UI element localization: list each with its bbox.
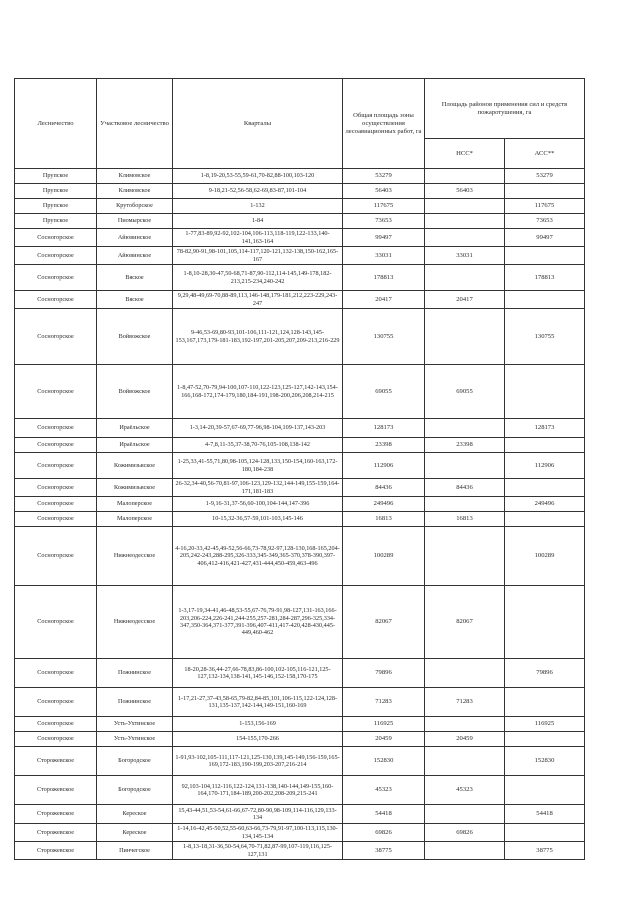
cell-ass: 128173 — [505, 419, 585, 438]
cell-ass: 53279 — [505, 169, 585, 184]
cell-nss — [425, 169, 505, 184]
cell-quarters: 4-7,8,11-35,37-38,70-76,105-108,138-142 — [173, 438, 343, 453]
cell-nss: 71283 — [425, 688, 505, 717]
cell-ass — [505, 479, 585, 497]
table-row — [15, 247, 585, 265]
cell-district: Кереское — [97, 824, 173, 842]
cell-nss — [425, 527, 505, 586]
cell-ass: 54418 — [505, 805, 585, 824]
table-row — [15, 747, 585, 776]
cell-nss: 20417 — [425, 291, 505, 309]
cell-forestry: Сторожевское — [15, 824, 97, 842]
cell-quarters: 1-3,17-19,34-41,46-48,53-55,67-76,79-91,98-127,131-163,166-203,206-224,226-241,244-255,257-281,284-287,296-325,334-347,350-364,371-377,391-396,407-411,417-420,428-430,445-449,460-462 — [173, 586, 343, 659]
cell-district: Пожнинское — [97, 688, 173, 717]
cell-district: Кожимизьвское — [97, 453, 173, 479]
table-row — [15, 438, 585, 453]
cell-quarters: 18-20,28-36,44-27,66-78,83,86-100,102-105,116-121,125-127,132-134,138-141,145-146,152-158,170-175 — [173, 659, 343, 688]
cell-ass — [505, 438, 585, 453]
cell-total-area: 56403 — [343, 184, 425, 199]
cell-ass — [505, 824, 585, 842]
cell-district: Вяское — [97, 265, 173, 291]
cell-total-area: 73653 — [343, 214, 425, 229]
cell-ass — [505, 184, 585, 199]
cell-nss — [425, 453, 505, 479]
cell-total-area: 152830 — [343, 747, 425, 776]
table-row — [15, 453, 585, 479]
table-row — [15, 586, 585, 659]
table-row — [15, 842, 585, 860]
cell-forestry: Сосногорское — [15, 586, 97, 659]
cell-nss: 56403 — [425, 184, 505, 199]
table-row — [15, 688, 585, 717]
cell-forestry: Сосногорское — [15, 688, 97, 717]
cell-district: Усть-Ухтинское — [97, 717, 173, 732]
cell-total-area: 84436 — [343, 479, 425, 497]
cell-district: Малоперское — [97, 497, 173, 512]
cell-total-area: 117675 — [343, 199, 425, 214]
cell-total-area: 128173 — [343, 419, 425, 438]
table-row — [15, 419, 585, 438]
cell-forestry: Сосногорское — [15, 497, 97, 512]
cell-ass: 79896 — [505, 659, 585, 688]
table-row — [15, 169, 585, 184]
cell-total-area: 99497 — [343, 229, 425, 247]
cell-total-area: 100289 — [343, 527, 425, 586]
cell-district: Ираёльское — [97, 438, 173, 453]
cell-total-area: 112906 — [343, 453, 425, 479]
cell-total-area: 130755 — [343, 309, 425, 365]
cell-nss: 23398 — [425, 438, 505, 453]
cell-ass: 117675 — [505, 199, 585, 214]
cell-quarters: 1-153,156-169 — [173, 717, 343, 732]
table-row — [15, 497, 585, 512]
cell-total-area: 116925 — [343, 717, 425, 732]
cell-nss — [425, 842, 505, 860]
table-row — [15, 479, 585, 497]
cell-nss — [425, 309, 505, 365]
cell-district: Богородское — [97, 747, 173, 776]
cell-forestry: Сосногорское — [15, 512, 97, 527]
cell-district: Пиомырское — [97, 214, 173, 229]
cell-ass — [505, 688, 585, 717]
cell-forestry: Сосногорское — [15, 453, 97, 479]
cell-total-area: 71283 — [343, 688, 425, 717]
cell-nss: 84436 — [425, 479, 505, 497]
cell-ass — [505, 586, 585, 659]
cell-forestry: Сосногорское — [15, 479, 97, 497]
cell-district: Войвожское — [97, 365, 173, 419]
cell-forestry: Сосногорское — [15, 438, 97, 453]
cell-quarters: 26-32,34-40,56-70,81-97,106-123,129-132,144-149,155-159,164-171,181-183 — [173, 479, 343, 497]
cell-total-area: 178813 — [343, 265, 425, 291]
table-row — [15, 291, 585, 309]
cell-nss — [425, 214, 505, 229]
cell-quarters: 1-8,10-28,30-47,50-68,71-87,90-112,114-145,149-178,182-213,215-234,240-242 — [173, 265, 343, 291]
table-row — [15, 717, 585, 732]
cell-forestry: Сосногорское — [15, 419, 97, 438]
cell-quarters: 1-77,83-89,92-92,102-104,106-113,118-119,122-133,140-141,163-164 — [173, 229, 343, 247]
header-nss: НСС* — [425, 139, 505, 169]
cell-ass: 178813 — [505, 265, 585, 291]
cell-forestry: Сторожевское — [15, 842, 97, 860]
header-quarters: Кварталы — [173, 79, 343, 169]
cell-nss — [425, 659, 505, 688]
header-total-area: Общая площадь зоны осуществления лесоавиационных работ, га — [343, 79, 425, 169]
cell-nss — [425, 229, 505, 247]
cell-ass — [505, 732, 585, 747]
cell-forestry: Сосногорское — [15, 732, 97, 747]
table-row — [15, 732, 585, 747]
cell-forestry: Сосногорское — [15, 717, 97, 732]
cell-ass: 100289 — [505, 527, 585, 586]
cell-quarters: 154-155,170-266 — [173, 732, 343, 747]
cell-forestry: Сторожевское — [15, 776, 97, 805]
cell-district: Айювинское — [97, 229, 173, 247]
cell-total-area: 23398 — [343, 438, 425, 453]
cell-district: Нижнеодесское — [97, 527, 173, 586]
table-row — [15, 365, 585, 419]
cell-forestry: Сторожевское — [15, 747, 97, 776]
cell-quarters: 1-17,21-27,37-43,58-65,79-82,84-85,101,106-115,122-124,128-131,135-137,142-144,149-151,160-169 — [173, 688, 343, 717]
cell-quarters: 1-132 — [173, 199, 343, 214]
cell-quarters: 4-16,20-33,42-45,49-52,56-66,73-78,92-97,128-130,168-165,204-205,242-243,288-295,326-333,345-349,365-370,378-390,397-406,412-416,421-427,431-444,450-459,463-496 — [173, 527, 343, 586]
cell-forestry: Прупское — [15, 199, 97, 214]
cell-forestry: Сосногорское — [15, 309, 97, 365]
table-row — [15, 265, 585, 291]
cell-ass: 73653 — [505, 214, 585, 229]
cell-forestry: Сосногорское — [15, 659, 97, 688]
table-body — [15, 169, 585, 860]
table-row — [15, 229, 585, 247]
cell-forestry: Сосногорское — [15, 365, 97, 419]
cell-nss — [425, 419, 505, 438]
cell-total-area: 69055 — [343, 365, 425, 419]
cell-district: Пинчегское — [97, 842, 173, 860]
cell-total-area: 53279 — [343, 169, 425, 184]
header-district: Участковое лесничество — [97, 79, 173, 169]
document-sheet — [14, 78, 584, 860]
cell-forestry: Прупское — [15, 184, 97, 199]
cell-nss — [425, 265, 505, 291]
cell-forestry: Сосногорское — [15, 247, 97, 265]
cell-quarters: 9,29,48-49,69-70,88-89,113,146-148,179-181,212,223-229,243-247 — [173, 291, 343, 309]
cell-quarters: 92,103-104,112-116,122-124,131-138,140-144,149-155,160-164,170-171,184-189,200-202,208-209,215-241 — [173, 776, 343, 805]
cell-ass: 116925 — [505, 717, 585, 732]
cell-nss: 33031 — [425, 247, 505, 265]
cell-quarters: 10-15,32-36,57-59,101-103,145-146 — [173, 512, 343, 527]
cell-total-area: 45323 — [343, 776, 425, 805]
cell-quarters: 1-91,93-102,105-111,117-121,125-130,139,145-149,156-159,165-169,172-183,190-199,203-207,216-214 — [173, 747, 343, 776]
cell-nss: 82067 — [425, 586, 505, 659]
cell-quarters: 1-8,47-52,70-79,94-100,107-110,122-123,125-127,142-143,154-166,168-172,174-179,180,184-191,198-200,206,208,214-215 — [173, 365, 343, 419]
cell-total-area: 20417 — [343, 291, 425, 309]
cell-quarters: 9-18,21-52,56-58,62-69,83-87,101-104 — [173, 184, 343, 199]
cell-total-area: 16813 — [343, 512, 425, 527]
cell-district: Климовское — [97, 184, 173, 199]
cell-quarters: 78-82,90-91,98-101,105,114-117,120-121,132-138,150-162,165-167 — [173, 247, 343, 265]
cell-quarters: 9-46,53-69,80-93,101-106,111-121,124,128-143,145-153,167,173,179-181-183,192-197,201-205,207,209-213,216-229 — [173, 309, 343, 365]
cell-forestry: Сосногорское — [15, 527, 97, 586]
cell-district: Нижнеодесское — [97, 586, 173, 659]
cell-total-area: 79896 — [343, 659, 425, 688]
table-row — [15, 659, 585, 688]
table-row — [15, 805, 585, 824]
cell-total-area: 54418 — [343, 805, 425, 824]
header-forestry: Лесничество — [15, 79, 97, 169]
cell-district: Климовское — [97, 169, 173, 184]
cell-quarters: 1-8,19-20,53-55,59-61,70-82,88-100,103-120 — [173, 169, 343, 184]
cell-district: Айювинское — [97, 247, 173, 265]
table-row — [15, 527, 585, 586]
cell-ass — [505, 512, 585, 527]
cell-ass — [505, 776, 585, 805]
cell-district: Ираёльское — [97, 419, 173, 438]
cell-total-area: 249496 — [343, 497, 425, 512]
cell-nss — [425, 199, 505, 214]
cell-forestry: Сосногорское — [15, 265, 97, 291]
table-row — [15, 184, 585, 199]
cell-quarters: 15,43-44,51,53-54,61-66,67-72,80-90,98-109,114-116,129,133-134 — [173, 805, 343, 824]
cell-forestry: Прупское — [15, 169, 97, 184]
table-row — [15, 776, 585, 805]
table-row — [15, 512, 585, 527]
cell-ass: 130755 — [505, 309, 585, 365]
forestry-table — [14, 78, 585, 860]
cell-nss: 20459 — [425, 732, 505, 747]
table-row — [15, 199, 585, 214]
cell-district: Богородское — [97, 776, 173, 805]
cell-nss — [425, 805, 505, 824]
cell-district: Крутоборское — [97, 199, 173, 214]
cell-district: Усть-Ухтинское — [97, 732, 173, 747]
table-row — [15, 824, 585, 842]
cell-total-area: 33031 — [343, 247, 425, 265]
header-ass: АСС** — [505, 139, 585, 169]
cell-district: Войвожское — [97, 309, 173, 365]
cell-total-area: 38775 — [343, 842, 425, 860]
cell-ass — [505, 365, 585, 419]
cell-quarters: 1-84 — [173, 214, 343, 229]
cell-forestry: Прупское — [15, 214, 97, 229]
cell-quarters: 1-8,13-18,31-36,50-54,64,70-71,82,87-99,107-119,116,125-127,131 — [173, 842, 343, 860]
cell-nss: 16813 — [425, 512, 505, 527]
cell-forestry: Сосногорское — [15, 291, 97, 309]
cell-district: Кожимизьвское — [97, 479, 173, 497]
cell-ass — [505, 291, 585, 309]
cell-nss — [425, 497, 505, 512]
cell-total-area: 69826 — [343, 824, 425, 842]
cell-ass: 99497 — [505, 229, 585, 247]
cell-district: Пожнинское — [97, 659, 173, 688]
cell-quarters: 1-14,16-42,45-50,52,55-60,63-66,73-79,91-97,100-113,115,130-134,145-134 — [173, 824, 343, 842]
cell-total-area: 20459 — [343, 732, 425, 747]
cell-district: Вяское — [97, 291, 173, 309]
cell-district: Кереское — [97, 805, 173, 824]
cell-quarters: 1-9,16-31,37-56,60-100,104-144,147-396 — [173, 497, 343, 512]
cell-forestry: Сосногорское — [15, 229, 97, 247]
cell-quarters: 1-3,14-20,39-57,67-69,77-96,98-104,109-137,143-203 — [173, 419, 343, 438]
cell-nss — [425, 747, 505, 776]
cell-ass: 112906 — [505, 453, 585, 479]
cell-quarters: 1-25,33,41-55,71,80,98-105,124-128,133,150-154,160-163,172-180,184-238 — [173, 453, 343, 479]
table-row — [15, 309, 585, 365]
cell-district: Малоперское — [97, 512, 173, 527]
cell-total-area: 82067 — [343, 586, 425, 659]
table-row — [15, 214, 585, 229]
cell-nss — [425, 717, 505, 732]
cell-nss: 69055 — [425, 365, 505, 419]
cell-ass: 249496 — [505, 497, 585, 512]
cell-ass: 38775 — [505, 842, 585, 860]
cell-ass: 152830 — [505, 747, 585, 776]
cell-ass — [505, 247, 585, 265]
cell-forestry: Сторожевское — [15, 805, 97, 824]
header-forces-area: Площадь районов применения сил и средств пожаротушения, га — [425, 79, 585, 139]
cell-nss: 45323 — [425, 776, 505, 805]
cell-nss: 69826 — [425, 824, 505, 842]
